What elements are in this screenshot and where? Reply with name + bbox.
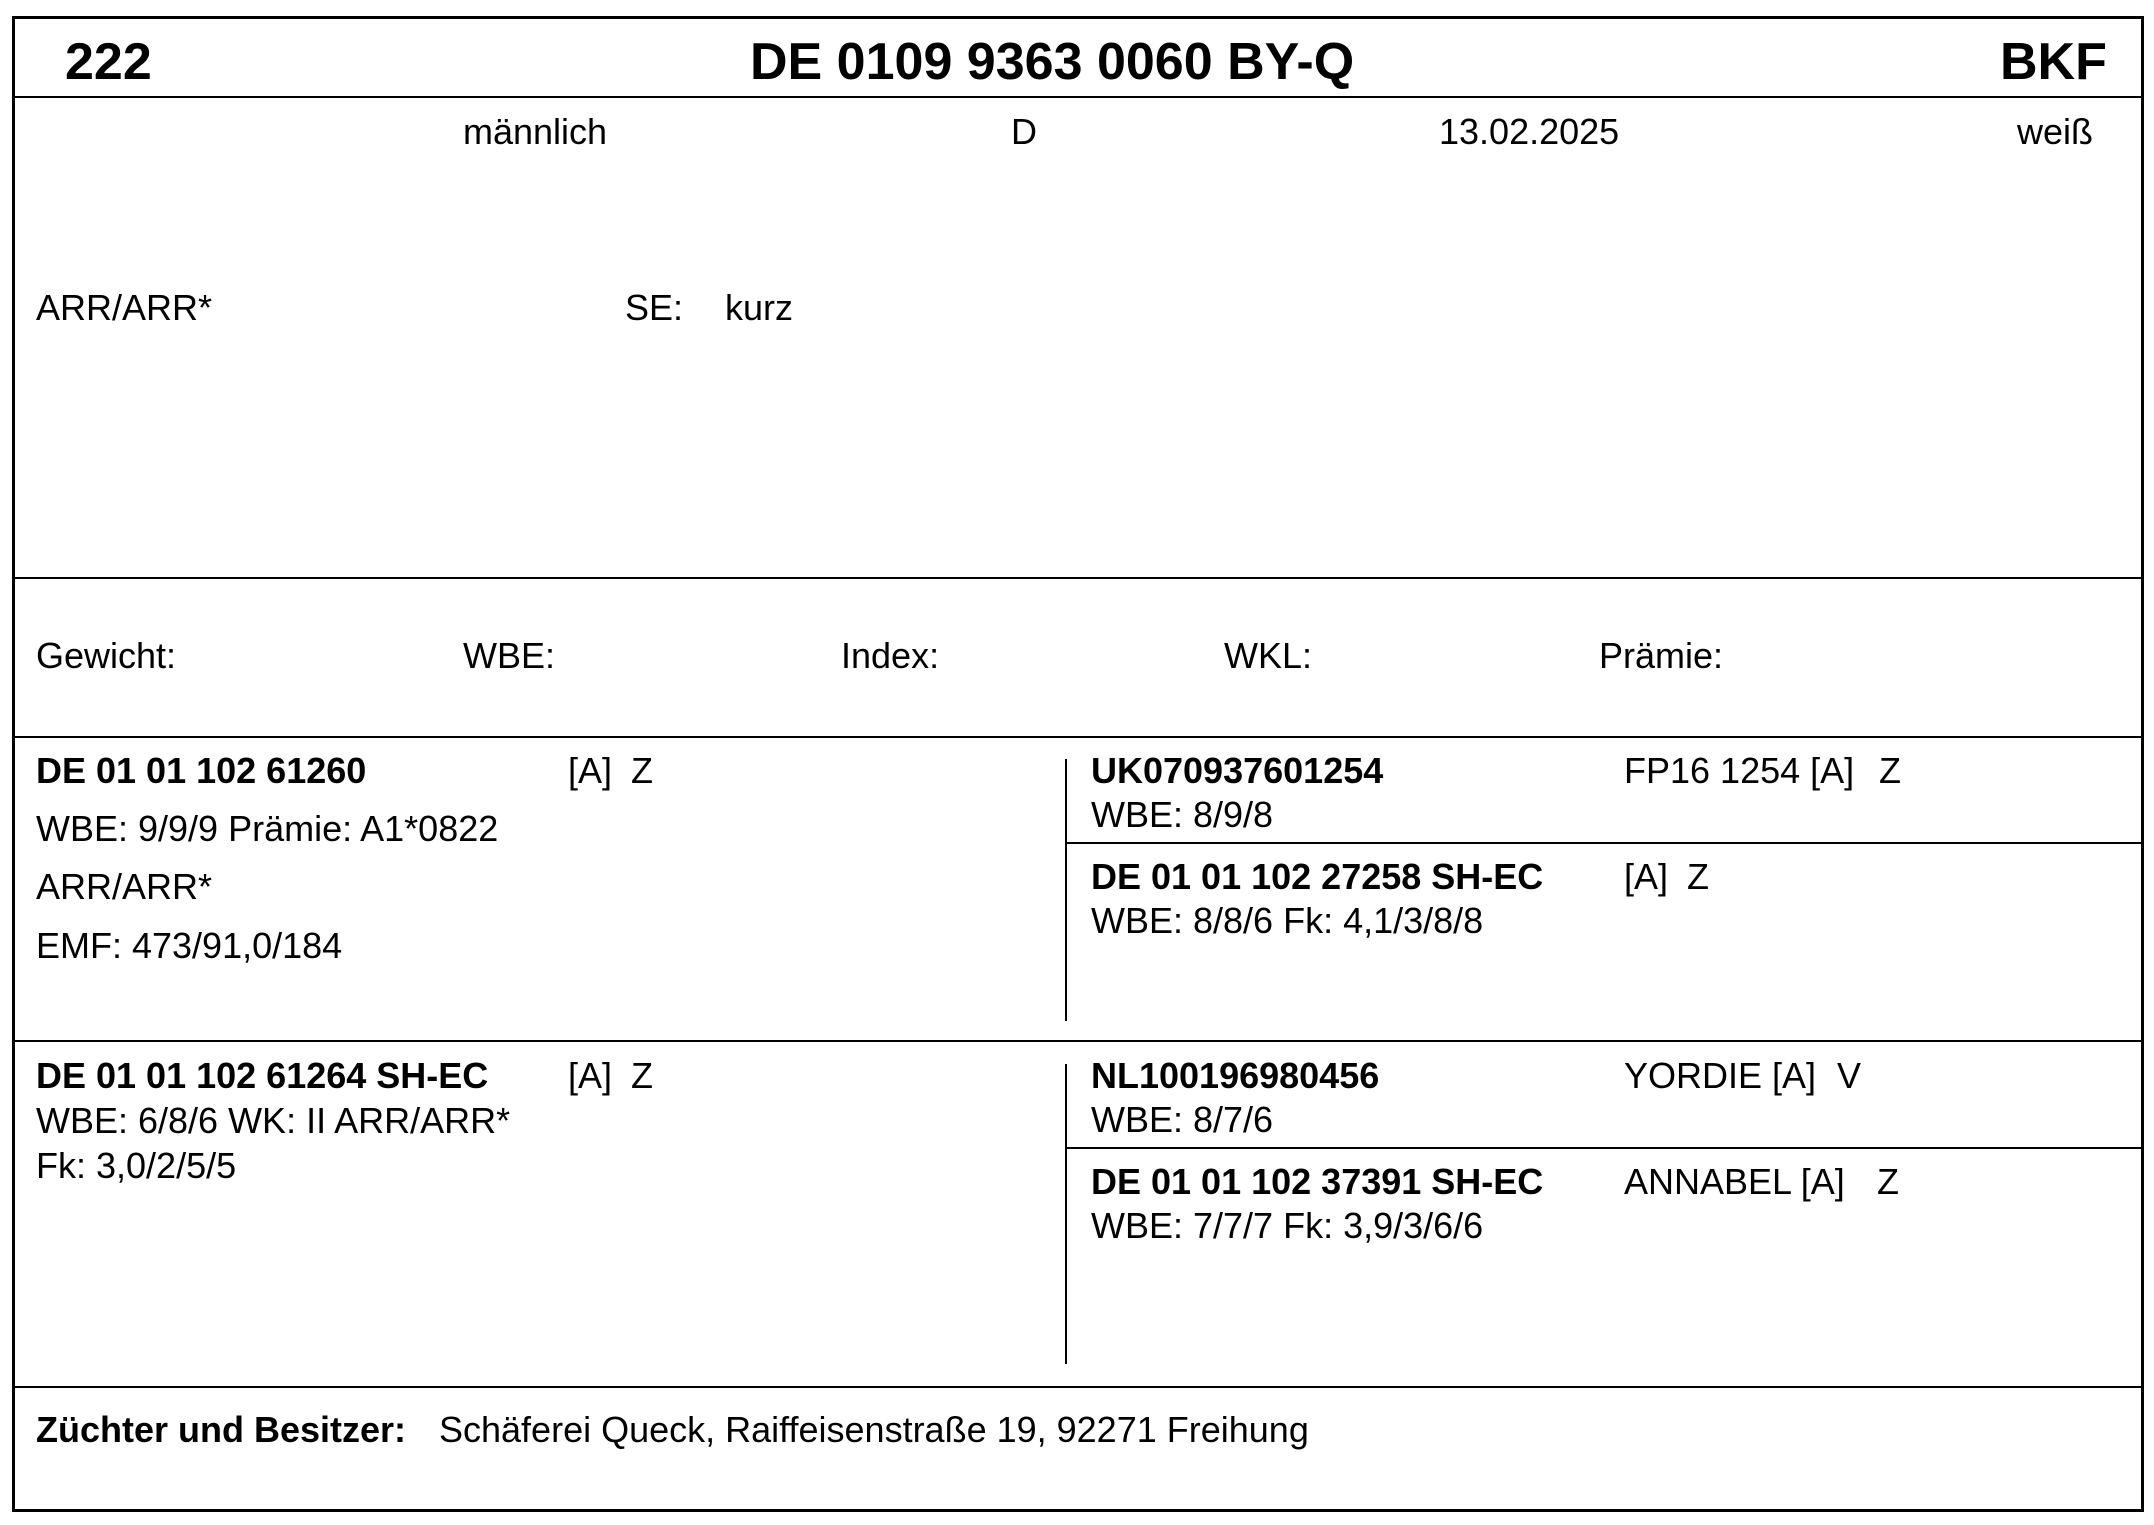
sex: männlich <box>463 111 608 152</box>
dam-dam-id: DE 01 01 102 37391 SH-EC <box>1091 1161 1544 1202</box>
birth-date: 13.02.2025 <box>1439 111 1620 152</box>
sire-dam-name: [A] <box>1624 856 1669 897</box>
breed-code: BKF <box>2000 33 2107 91</box>
sire-line: WBE: 9/9/9 Prämie: A1*0822 <box>36 808 499 849</box>
genotype: ARR/ARR* <box>36 287 213 328</box>
sire-id: DE 01 01 102 61260 <box>36 750 367 791</box>
dam-grandparents-divider <box>1067 1147 2141 1149</box>
index-label: Index: <box>841 635 940 676</box>
sire-line: EMF: 473/91,0/184 <box>36 925 343 966</box>
animal-number: 222 <box>65 33 152 91</box>
dam-mark: Z <box>631 1055 653 1096</box>
sire-sire-line: WBE: 8/9/8 <box>1091 794 1274 835</box>
dam-dam-mark: Z <box>1877 1161 1899 1202</box>
dam-dam-line: WBE: 7/7/7 Fk: 3,9/3/6/6 <box>1091 1205 1484 1246</box>
wbe-label: WBE: <box>463 635 556 676</box>
dam-sire-id: NL100196980456 <box>1091 1055 1380 1096</box>
sire-grandparents-divider <box>1067 842 2141 844</box>
se-value: kurz <box>725 287 794 328</box>
dam-line: WBE: 6/8/6 WK: II ARR/ARR* <box>36 1100 511 1141</box>
performance-divider <box>15 736 2141 738</box>
sire-column-divider <box>1065 759 1067 1021</box>
pedigree-card <box>12 16 2144 1512</box>
se-label: SE: <box>625 287 684 328</box>
dam-line: Fk: 3,0/2/5/5 <box>36 1145 237 1186</box>
dam-column-divider <box>1065 1064 1067 1364</box>
country: D <box>1011 111 1037 152</box>
ear-tag-id: DE 0109 9363 0060 BY-Q <box>750 33 1355 91</box>
sire-sire-name: FP16 1254 [A] <box>1624 750 1855 791</box>
sire-dam-mark: Z <box>1687 856 1709 897</box>
sire-section-divider <box>15 1040 2141 1042</box>
footer-divider <box>15 1386 2141 1388</box>
praemie-label: Prämie: <box>1599 635 1724 676</box>
sire-sire-mark: Z <box>1879 750 1901 791</box>
sire-dam-id: DE 01 01 102 27258 SH-EC <box>1091 856 1544 897</box>
sire-dam-line: WBE: 8/8/6 Fk: 4,1/3/8/8 <box>1091 900 1484 941</box>
sire-tag: [A] <box>568 750 613 791</box>
breeder-owner-value: Schäferei Queck, Raiffeisenstraße 19, 92271 Freihung <box>439 1409 1309 1450</box>
sire-line: ARR/ARR* <box>36 866 213 907</box>
wkl-label: WKL: <box>1224 635 1313 676</box>
info-divider <box>15 577 2141 579</box>
breeder-owner-label: Züchter und Besitzer: <box>36 1409 407 1450</box>
dam-sire-mark: V <box>1837 1055 1862 1096</box>
sire-mark: Z <box>631 750 653 791</box>
weight-label: Gewicht: <box>36 635 177 676</box>
color: weiß <box>2017 111 2094 152</box>
header-divider <box>15 96 2141 98</box>
dam-dam-name: ANNABEL [A] <box>1624 1161 1845 1202</box>
sire-sire-id: UK070937601254 <box>1091 750 1384 791</box>
dam-id: DE 01 01 102 61264 SH-EC <box>36 1055 489 1096</box>
dam-sire-name: YORDIE [A] <box>1624 1055 1817 1096</box>
dam-tag: [A] <box>568 1055 613 1096</box>
dam-sire-line: WBE: 8/7/6 <box>1091 1099 1274 1140</box>
